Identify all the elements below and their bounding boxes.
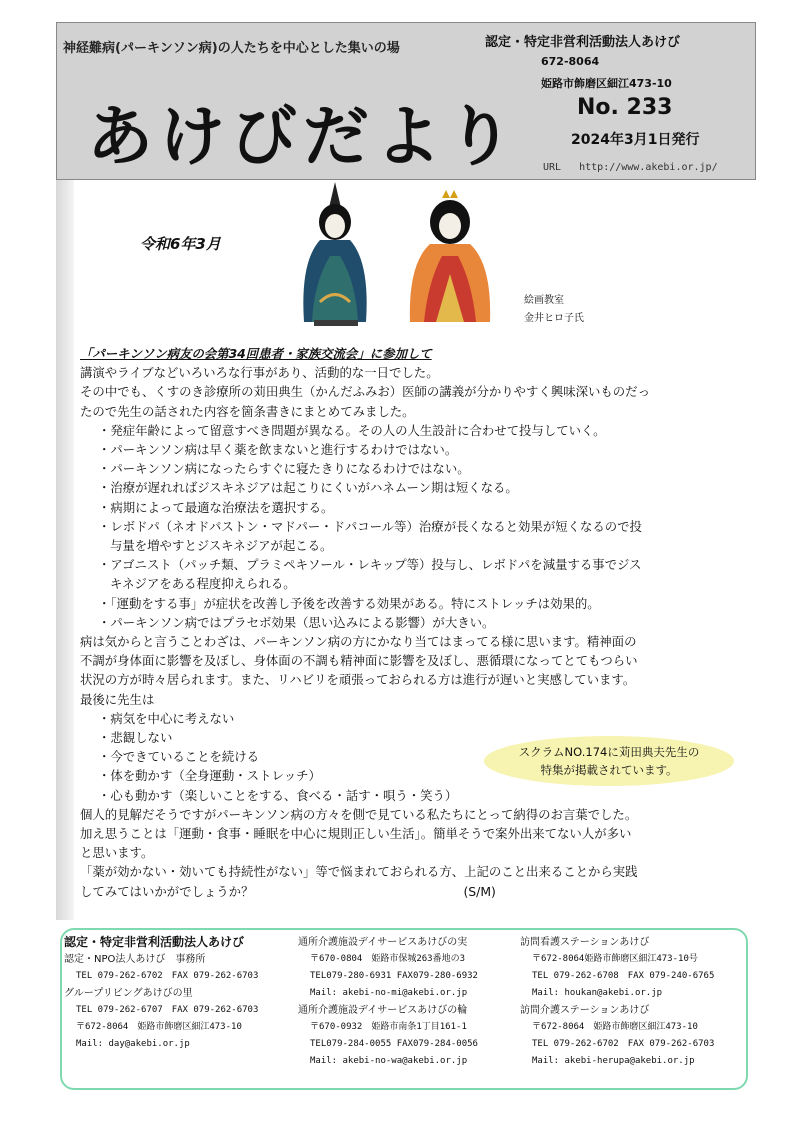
intro-line: その中でも、くすのき診療所の苅田典生（かんだふみお）医師の講義が分かりやすく興味深いものだっ <box>80 384 650 400</box>
middle-line: 病は気からと言うことわざは、パーキンソン病の方にかなり当てはまってる様に思います。精神面の <box>80 634 637 650</box>
lecture-point: ・アゴニスト（パッチ類、プラミペキソール・レキップ等）投与し、レボドパを減量する事でジス <box>98 557 642 573</box>
callout-line-2: 特集が掲載されています。 <box>540 763 678 777</box>
lecture-point: ・「運動をする事」が症状を改善し予後を改善する効果がある。特にストレッチは効果的。 <box>98 595 600 611</box>
dayservice-mi-name: 通所介護施設デイサービスあけびの実 <box>298 937 468 948</box>
office-name: 認定・NPO法人あけび 事務所 <box>64 954 206 965</box>
hina-dolls-illustration <box>290 182 510 332</box>
middle-line: 最後に先生は <box>80 691 155 707</box>
dayservice-wa-name: 通所介護施設デイサービスあけびの輪 <box>298 1005 468 1016</box>
nursing-station-name: 訪問看護ステーションあけび <box>520 937 650 948</box>
organization-name: 認定・特定非営利活動法人あけび <box>485 35 681 50</box>
dayservice-wa-email[interactable]: Mail: akebi-no-wa@akebi.or.jp <box>310 1056 468 1066</box>
nursing-station-address: 〒672-8064姫路市飾磨区細江473-10号 <box>532 954 698 964</box>
office-phone: TEL 079-262-6702 FAX 079-262-6703 <box>76 971 259 981</box>
url-label: URL <box>543 162 562 173</box>
group-home-name: グループリビングあけびの里 <box>64 988 193 999</box>
intro-line: たので先生の話された内容を箇条書きにまとめてみました。 <box>80 403 415 419</box>
lecture-point: ・発症年齢によって留意すべき問題が異なる。その人の人生設計に合わせて投与していく。 <box>98 422 606 438</box>
author-signature: (S/M) <box>463 883 496 899</box>
article-body <box>80 344 760 901</box>
left-decorative-bar <box>56 180 74 920</box>
postal-code: 672-8064 <box>541 55 600 68</box>
lecture-point-continued: 与量を増やすとジスキネジアが起こる。 <box>110 538 333 554</box>
lecture-point: ・治療が遅れればジスキネジアは起こりにくいがハネムーン期は短くなる。 <box>98 480 518 496</box>
advice-item: ・心も動かす（楽しいことをする、食べる・話す・唄う・笑う） <box>98 787 458 803</box>
article-heading: 「パーキンソン病友の会第34回患者・家族交流会」に参加して <box>80 346 432 361</box>
advice-item: ・悲観しない <box>98 730 173 746</box>
url-text: http://www.akebi.or.jp/ <box>579 162 718 173</box>
lecture-point: ・病期によって最適な治療法を選択する。 <box>98 499 334 515</box>
closing-line: 個人的見解だそうですがパーキンソン病の方々を側で見ている私たちにとって納得のお言葉でした。 <box>80 806 638 822</box>
footer-column-visiting <box>520 934 714 1070</box>
intro-line: 講演やライブなどいろいろな行事があり、活動的な一日でした。 <box>80 365 439 381</box>
lecture-point: ・レボドパ（ネオドパストン・マドパー・ドパコール等）治療が長くなると効果が短くなるので投 <box>98 518 642 534</box>
advice-item: ・体を動かす（全身運動・ストレッチ） <box>98 768 321 784</box>
advice-item: ・病気を中心に考えない <box>98 710 235 726</box>
lecture-point: ・パーキンソン病は早く薬を飲まないと進行するわけではない。 <box>98 442 458 458</box>
dayservice-mi-address: 〒670-0804 姫路市保城263番地の3 <box>310 954 466 964</box>
care-station-name: 訪問介護ステーションあけび <box>520 1005 650 1016</box>
dayservice-mi-phone: TEL079-280-6931 FAX079-280-6932 <box>310 971 478 981</box>
issue-date: 2024年3月1日発行 <box>571 132 700 148</box>
lecture-point: ・パーキンソン病ではプラセボ効果（思い込みによる影響）が大きい。 <box>98 614 495 630</box>
ohina-doll <box>410 190 490 322</box>
nursing-station-email[interactable]: Mail: houkan@akebi.or.jp <box>532 988 663 998</box>
group-home-address: 〒672-8064 姫路市飾磨区細江473-10 <box>76 1022 242 1032</box>
illustration-credit <box>524 292 584 328</box>
dayservice-wa-phone: TEL079-284-0055 FAX079-284-0056 <box>310 1039 478 1049</box>
care-station-email[interactable]: Mail: akebi-herupa@akebi.or.jp <box>532 1056 695 1066</box>
nursing-station-phone: TEL 079-262-6708 FAX 079-240-6765 <box>532 971 715 981</box>
closing-line-with-signature <box>80 882 760 901</box>
tagline: 神経難病(パーキンソン病)の人たちを中心とした集いの場 <box>63 41 400 56</box>
office-email[interactable]: Mail: day@akebi.or.jp <box>76 1039 190 1049</box>
dayservice-mi-email[interactable]: Mail: akebi-no-mi@akebi.or.jp <box>310 988 468 998</box>
scrum-callout <box>484 736 734 786</box>
care-station-phone: TEL 079-262-6702 FAX 079-262-6703 <box>532 1039 715 1049</box>
contact-footer <box>60 928 748 1090</box>
credit-line-2: 金井ヒロ子氏 <box>524 313 584 324</box>
footer-org-title: 認定・特定非営利活動法人あけび <box>64 935 245 949</box>
issue-number: No. 233 <box>577 95 673 120</box>
newsletter-title: あけびだより <box>87 97 519 175</box>
closing-line: と思います。 <box>80 845 154 861</box>
season-label: 令和6年3月 <box>140 235 221 253</box>
closing-line: 加え思うことは「運動・食事・睡眠を中心に規則正しい生活」。簡単そうで案外出来てない人が多い <box>80 826 632 842</box>
advice-item: ・今できていることを続ける <box>98 749 260 765</box>
middle-line: 不調が身体面に影響を及ぼし、身体面の不調も精神面に影響を及ぼし、悪循環になってとてもつらい <box>80 653 638 669</box>
address: 姫路市飾磨区細江473-10 <box>541 77 672 90</box>
dayservice-wa-address: 〒670-0932 姫路市南条1丁目161-1 <box>310 1022 467 1032</box>
footer-column-office <box>64 934 258 1053</box>
credit-line-1: 絵画教室 <box>524 295 564 306</box>
care-station-address: 〒672-8064 姫路市飾磨区細江473-10 <box>532 1022 698 1032</box>
odairi-doll <box>303 182 366 326</box>
group-home-phone: TEL 079-262-6707 FAX 079-262-6703 <box>76 1005 259 1015</box>
closing-line: してみてはいかがでしょうか？ <box>80 883 254 899</box>
newsletter-header <box>56 22 756 180</box>
middle-line: 状況の方が時々居られます。また、リハビリを頑張っておられる方は進行が遅いと実感しています。 <box>80 672 636 688</box>
lecture-point: ・パーキンソン病になったらすぐに寝たきりになるわけではない。 <box>98 461 470 477</box>
website-url[interactable] <box>543 162 718 173</box>
lecture-point-continued: キネジアをある程度抑えられる。 <box>110 576 296 592</box>
footer-column-dayservice <box>298 934 478 1070</box>
closing-line: 「薬が効かない・効いても持続性がない」等で悩まれておられる方、上記のこと出来ることから実践 <box>80 864 638 880</box>
callout-line-1: スクラムNO.174に苅田典夫先生の <box>518 745 700 759</box>
